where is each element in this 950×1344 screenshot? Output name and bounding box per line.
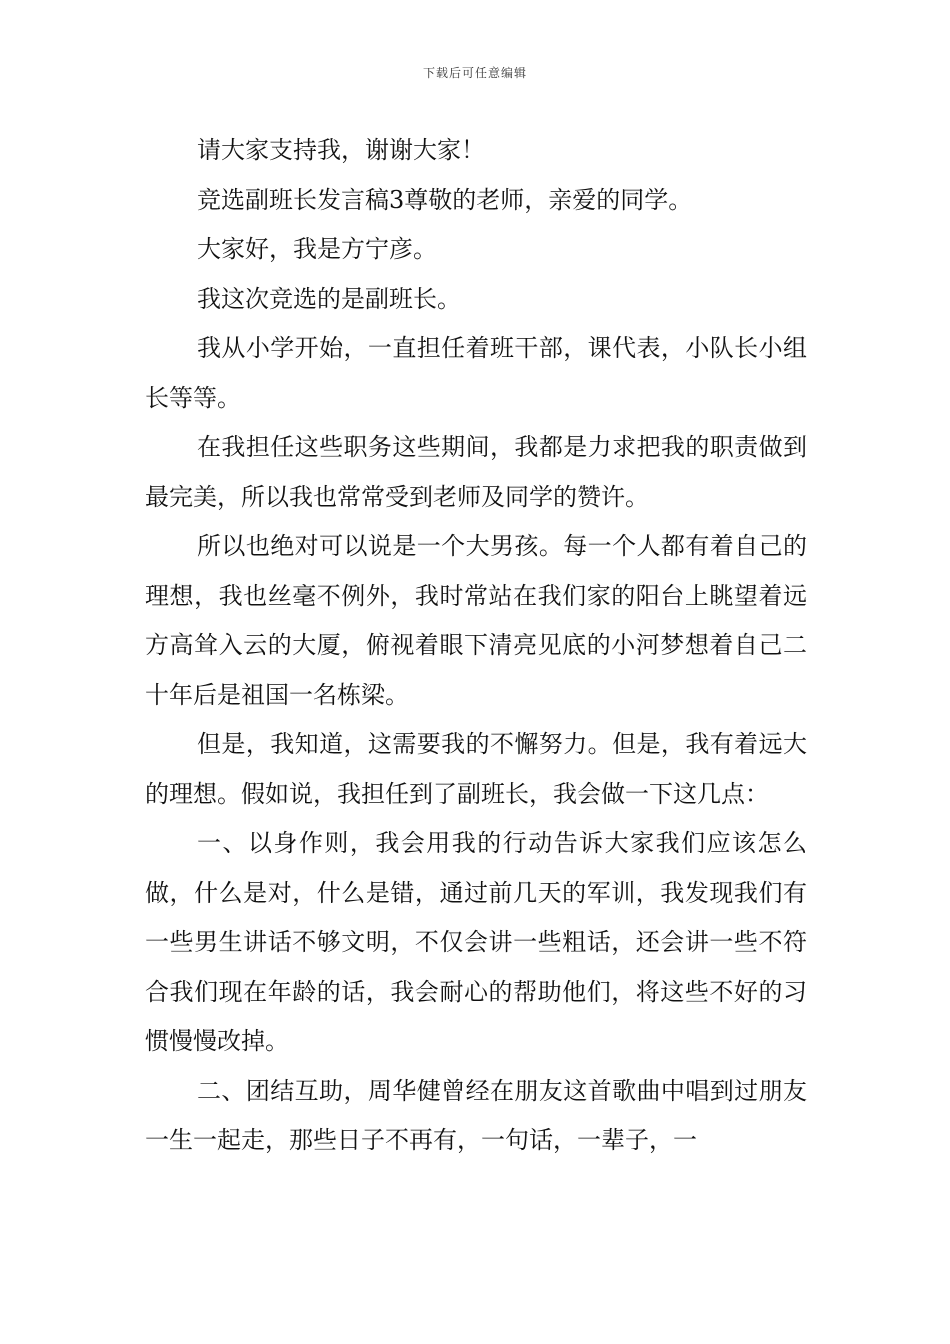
paragraph: 竞选副班长发言稿3尊敬的老师，亲爱的同学。 [197, 185, 693, 214]
paragraph: 我这次竞选的是副班长。 [197, 284, 461, 313]
paragraph: 二、团结互助，周华健曾经在朋友这首歌曲中唱到过朋友一生一起走，那些日子不再有，一句话，一辈子，一 [145, 1076, 807, 1154]
paragraph: 大家好，我是方宁彦。 [197, 235, 437, 263]
paragraph: 但是，我知道，这需要我的不懈努力。但是，我有着远大的理想。假如说，我担任到了副班长，我会做一下这几点： [145, 730, 807, 808]
document-body [145, 126, 807, 1166]
paragraph: 在我担任这些职务这些期间，我都是力求把我的职责做到最完美，所以我也常常受到老师及同学的赞许。 [145, 433, 807, 511]
paragraph: 我从小学开始，一直担任着班干部，课代表，小队长小组长等等。 [145, 334, 807, 412]
paragraph: 一、以身作则，我会用我的行动告诉大家我们应该怎么做，什么是对，什么是错，通过前几天的军训，我发现我们有一些男生讲话不够文明，不仅会讲一些粗话，还会讲一些不符合我们现在年龄的话，我会耐心的帮助他们，将这些不好的习惯慢慢改掉。 [145, 829, 807, 1055]
page-header-note: 下载后可任意编辑 [422, 66, 527, 80]
paragraph: 所以也绝对可以说是一个大男孩。每一个人都有着自己的理想，我也丝毫不例外，我时常站在我们家的阳台上眺望着远方高耸入云的大厦，俯视着眼下清亮见底的小河梦想着自己二十年后是祖国一名栋梁。 [145, 532, 807, 709]
paragraph: 请大家支持我，谢谢大家！ [197, 136, 485, 164]
